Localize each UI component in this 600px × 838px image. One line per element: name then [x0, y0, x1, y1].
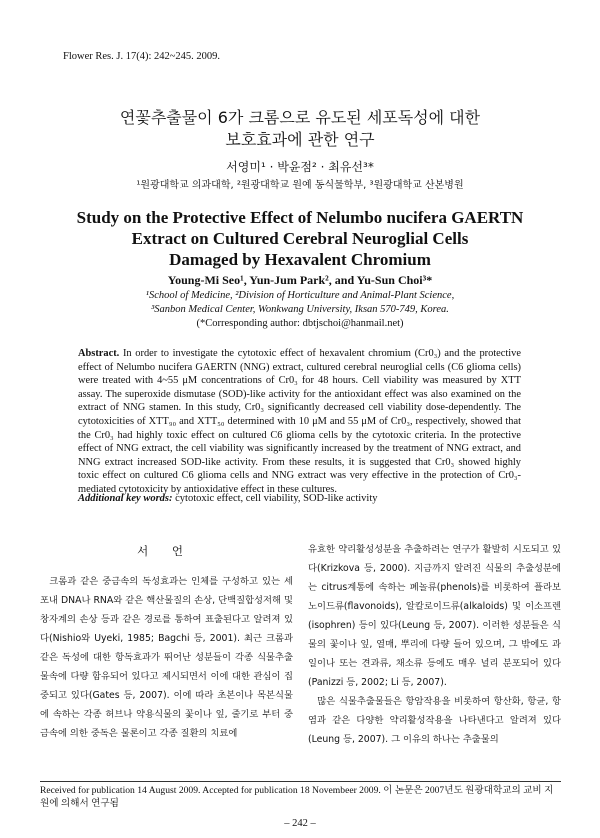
journal-citation: Flower Res. J. 17(4): 242~245. 2009.: [63, 51, 221, 62]
body-left-paragraph: 크롬과 같은 중금속의 독성효과는 인체를 구성하고 있는 세포내 DNA나 RNA와 같은 핵산물질의 손상, 단백질합성저해 및 창자계의 손상 등과 같은 경로를 통하여 표출된다고 알려져 있다(Nishio와 Uyeki, 1985; Bagchi 등, 2001). 최근 크롬과 같은 독성에 대한 항독효과가 뛰어난 성분들이 각종 식물추출물속에 다량 함유되어 있다고 제시되면서 이에 대한 관심이 집중되고 있다(Gates 등, 2007). 이에 따라 초본이나 목본식물에 속하는 각종 허브나 약용식물의 꽃이나 잎, 줄기로 부터 중금속에 의한 중독은 물론이고 각종 질환의 치료에: [40, 576, 293, 739]
body-right-paragraph-2: 많은 식물추출물들은 항암작용을 비롯하여 항산화, 항균, 항염과 같은 다양한 약리활성작용을 나타낸다고 알려져 있다(Leung 등, 2007). 그 이유의 하나는 추출물의: [308, 696, 561, 745]
keywords-text: cytotoxic effect, cell viability, SOD-like activity: [175, 493, 378, 504]
english-affiliation-line-2: ³Sanbon Medical Center, Wonkwang University, Iksan 570-749, Korea.: [151, 304, 449, 315]
body-column-left: [40, 572, 293, 743]
abstract-label: Abstract.: [78, 348, 120, 359]
english-affiliation-line-1: ¹School of Medicine, ²Division of Horticulture and Animal-Plant Science,: [145, 290, 455, 301]
abstract-text: In order to investigate the cytotoxic effect of hexavalent chromium (Cr0₃) and the protective effect of Nelumbo nucifera GAERTN (NNG) extract, cultured cerebral neuroglial cells (C6 glioma cells) were treated with 4~55 μM concentrations of Cr0₃ for 48 hours. Cell viability was measured by XTT assay. The superoxide dismutase (SOD)-like activity for the antioxidant effect was also examined on the extract of NNG stamen. In this study, Cr0₃ significantly decreased cell viability dose-dependently. The cytotoxicities of XTT₉₀ and XTT₅₀ determined with 10 μM and 55 μM of Cr0₃, respectively, showed that the Cr0₃ had highly toxic effect on cultured C6 glioma cells by the cytotoxic criteria. In the protective effect of NNG extract, the cell viability was significantly increased by the treatment of NNG extract, and NNG extract increased SOD-like activity. From these results, it is suggested that Cr0₃ showed highly toxic effect on cultured C6 glioma cells and NNG extract was very effective in the protection of Cr0₃-mediated cytotoxicity by antioxidative effect in these cultures.: [78, 348, 521, 495]
english-title-line-1: Study on the Protective Effect of Nelumbo nucifera GAERTN: [76, 208, 524, 227]
korean-affiliations: ¹원광대학교 의과대학, ²원광대학교 원예 동식물학부, ³원광대학교 산본병원: [136, 180, 464, 191]
keywords: [78, 493, 521, 504]
english-authors: Young-Mi Seo¹, Yun-Jum Park², and Yu-Sun Choi³*: [167, 273, 433, 287]
footnote-divider: [40, 781, 561, 782]
english-title-line-2: Extract on Cultured Cerebral Neuroglial Cells: [131, 229, 469, 248]
abstract: [78, 347, 521, 497]
body-column-right: [308, 540, 561, 749]
page-number: – 242 –: [284, 818, 316, 829]
corresponding-author: (*Corresponding author: dbtjschoi@hanmail.net): [196, 318, 404, 329]
body-right-paragraph-1: 유효한 약리활성성분을 추출하려는 연구가 활발히 시도되고 있다(Krizkova 등, 2000). 지금까지 알려진 식물의 추출성분에는 citrus계통에 속하는 폐놀류(phenols)를 비롯하여 플라보노이드류(flavonoids), 알칼로이드류(alkaloids) 및 이소프렌(isophren) 등이 있다(Leung 등, 2007). 이러한 성분들은 식물의 꽃이나 잎, 열매, 뿌리에 다량 들어 있으며, 그 밖에도 과일이나 또는 견과류, 채소류 등에도 매우 널리 분포되어 있다(Panizzi 등, 2002; Li 등, 2007).: [308, 544, 561, 688]
korean-authors: 서영미¹ · 박윤점² · 최유선³*: [226, 160, 374, 174]
keywords-label: Additional key words:: [78, 493, 173, 504]
korean-title-line-2: 보호효과에 관한 연구: [225, 130, 375, 149]
section-heading-introduction: 서 언: [137, 544, 193, 558]
footnote: Received for publication 14 August 2009. Accepted for publication 18 Novembeer 2009. 이 논문은 2007년도 원광대학교의 교비 지원에 의해서 연구됨: [40, 785, 554, 809]
english-title-line-3: Damaged by Hexavalent Chromium: [169, 250, 431, 269]
korean-title-line-1: 연꽃추출물이 6가 크롬으로 유도된 세포독성에 대한: [119, 108, 481, 127]
